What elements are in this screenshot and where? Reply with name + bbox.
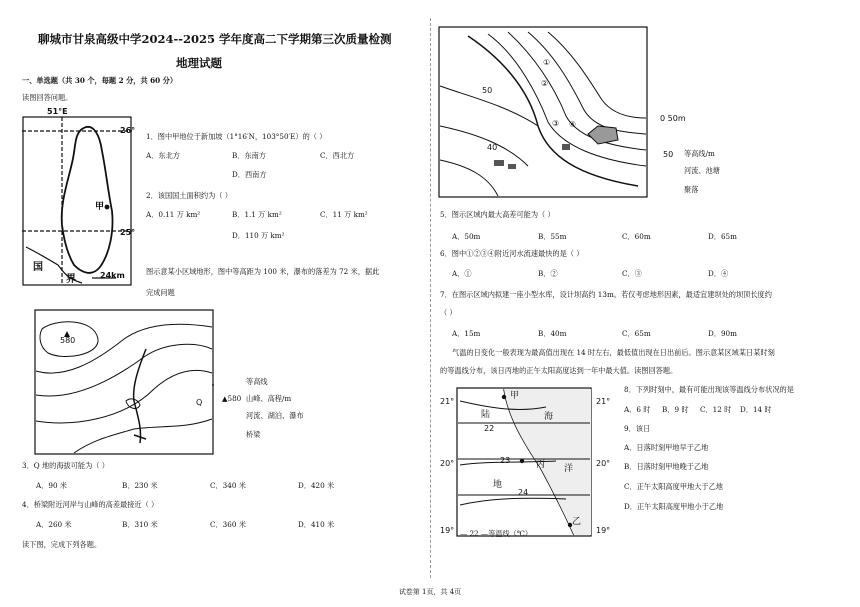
q7-option-b[interactable]: B．40m [538,329,567,338]
q5-option-c[interactable]: C．60m [622,232,651,241]
q5-option-d[interactable]: D．65m [708,232,737,241]
map2-peak-elev: 580 [60,336,76,345]
q4-option-a[interactable]: A．260 米 [36,520,72,529]
map4-lat-21-right: 21° [596,397,611,406]
q2-stem: 2．该国国土面积约为（ ） [146,191,232,200]
map1-jie: 界 [66,274,76,285]
q1-option-b[interactable]: B．东南方 [232,151,267,160]
map2-legend-peak-text: 山峰、高程/m [246,394,292,403]
map4-lat-20-right: 20° [596,459,611,468]
q2-option-d[interactable]: D．110 万 km² [232,231,285,240]
map2-legend-contour: 等高线 [246,377,268,386]
map1-lat-25: 25° [120,228,136,237]
q9-option-c[interactable]: C．正午太阳高度甲地大于乙地 [624,482,723,491]
q1-option-c[interactable]: C．西北方 [320,151,355,160]
q6-option-d[interactable]: D．④ [708,269,729,278]
q8-stem: 8．下列时刻中，最有可能出现该等温线分布状况的是 [624,385,794,394]
q9-option-d[interactable]: D．正午太阳高度甲地小于乙地 [624,502,724,511]
q1-stem: 1．图中甲地位于新加坡（1°16′N，103°50′E）的（ ） [146,132,327,141]
q4-stem: 4．桥梁附近河岸与山峰的高差最接近（ ） [22,500,159,509]
map3-marker-1: ① [543,58,551,67]
exam-subtitle: 地理试题 [176,56,222,70]
q8-option-c[interactable]: C．12 时 [700,405,732,414]
map3-contour-40: 40 [487,143,498,152]
intro2-line2: 完成问题 [146,288,175,297]
map3-legend-contour: 等高线/m [684,149,715,158]
map3-legend-river: 河流、池塘 [684,166,720,175]
map4-bing: 丙 [536,460,546,470]
page-footer: 试卷第 1页，共 4页 [398,588,462,596]
map3-contour-50: 50 [482,86,493,95]
map4-lu: 陆 [481,410,491,420]
q9-option-a[interactable]: A．日落时刻甲地早于乙地 [624,443,709,452]
map2-q-label: Q [196,398,203,407]
q1-option-d[interactable]: D．西南方 [232,170,267,179]
q3-option-b[interactable]: B．230 米 [122,481,158,490]
map2-legend-peak: ▲580 [222,394,242,403]
q7-stem: 7．在图示区域内拟建一座小型水库，设计坝高约 13m。若仅考虑地形因素，最适宜建坝处的坝顶长度约 [440,290,772,299]
q7-option-d[interactable]: D．90m [708,329,737,338]
q3-option-d[interactable]: D．420 米 [298,481,335,490]
q5-stem: 5．图示区域内最大高差可能为（ ） [440,210,555,219]
map3-marker-4: ④ [569,120,577,129]
map4-lat-19-right: 19° [596,526,611,535]
map4-yi: 乙 [572,517,582,527]
column-divider [430,18,431,578]
map4-legend: — 22 —等温线（℃） [460,529,533,538]
q2-option-c[interactable]: C．11 万 km² [320,210,368,219]
map3-legend-50: 50 [663,150,674,159]
q9-option-b[interactable]: B．日落时刻甲地晚于乙地 [624,462,709,471]
q8-option-b[interactable]: B．9 时 [662,405,689,414]
isotherm-map [456,387,592,537]
q6-option-b[interactable]: B．② [538,269,558,278]
q1-option-a[interactable]: A．东北方 [146,151,180,160]
map1-place-jia: 甲 [95,202,105,212]
q2-option-a[interactable]: A．0.11 万 km² [146,210,201,219]
map4-lat-20-left: 20° [440,459,455,468]
section-intro: 读图回答问题。 [22,93,73,102]
q7-stem-2: （ ） [440,308,457,317]
section-heading: 一、单选题（共 30 个，每题 2 分，共 60 分） [22,76,178,85]
map2-legend-bridge: 桥梁 [246,430,261,439]
country-map [22,107,134,287]
intro4-line1: 气温的日变化一般表现为最高值出现在 14 时左右，最低值出现在日出前后。图示意某区域某日某时刻 [452,348,775,357]
map4-hai: 海 [544,412,554,422]
q3-option-a[interactable]: A．90 米 [36,481,67,490]
intro2-line1: 图示意某小区域地形，图中等高距为 100 米，瀑布的落差为 72 米，据此 [146,267,380,276]
map4-isotherm-23: 23 [500,456,511,465]
map2-legend-water: 河流、湖泊、瀑布 [246,411,304,420]
q7-option-a[interactable]: A．15m [452,329,481,338]
q8-option-d[interactable]: D．14 时 [740,405,772,414]
map1-guo: 国 [33,262,43,273]
q7-option-c[interactable]: C．65m [622,329,651,338]
q2-option-b[interactable]: B．1.1 万 km² [232,210,282,219]
map4-lat-19-left: 19° [440,526,455,535]
map4-di: 地 [493,480,503,490]
map4-yang: 洋 [564,464,574,474]
map3-legend-house: 聚落 [684,185,699,194]
contour-map [438,26,648,198]
map4-isotherm-24: 24 [518,488,529,497]
map1-lat-26: 26° [120,126,136,135]
map1-scale: 24km [100,271,125,280]
q3-option-c[interactable]: C．340 米 [210,481,246,490]
intro3: 读下图，完成下列各题。 [22,540,102,549]
q5-option-b[interactable]: B．55m [538,232,567,241]
q4-option-b[interactable]: B．310 米 [122,520,158,529]
q5-option-a[interactable]: A．50m [452,232,481,241]
map3-scale: 0 50m [660,114,686,123]
q3-stem: 3．Q 地的海拔可能为（ ） [22,461,109,470]
map4-isotherm-22: 22 [484,424,495,433]
exam-title: 聊城市甘泉高级中学2024--2025 学年度高二下学期第三次质量检测 [38,32,392,46]
map3-marker-2: ② [541,79,549,88]
map1-longitude: 51°E [47,107,68,116]
q6-stem: 6．图中①②③④附近河水流速最快的是（ ） [440,249,584,258]
map4-jia: 甲 [510,391,520,401]
q6-option-a[interactable]: A．① [452,269,472,278]
map4-lat-21-left: 21° [440,397,455,406]
q8-option-a[interactable]: A．6 时 [624,405,651,414]
q4-option-d[interactable]: D．410 米 [298,520,335,529]
q6-option-c[interactable]: C．③ [622,269,642,278]
q9-stem: 9．该日 [624,424,651,433]
terrain-map [34,309,214,455]
map3-marker-3: ③ [552,119,560,128]
q4-option-c[interactable]: C．360 米 [210,520,246,529]
intro4-line2: 的等温线分布，该日丙地的正午太阳高度达到一年中最大值。读图回答题。 [440,366,678,375]
